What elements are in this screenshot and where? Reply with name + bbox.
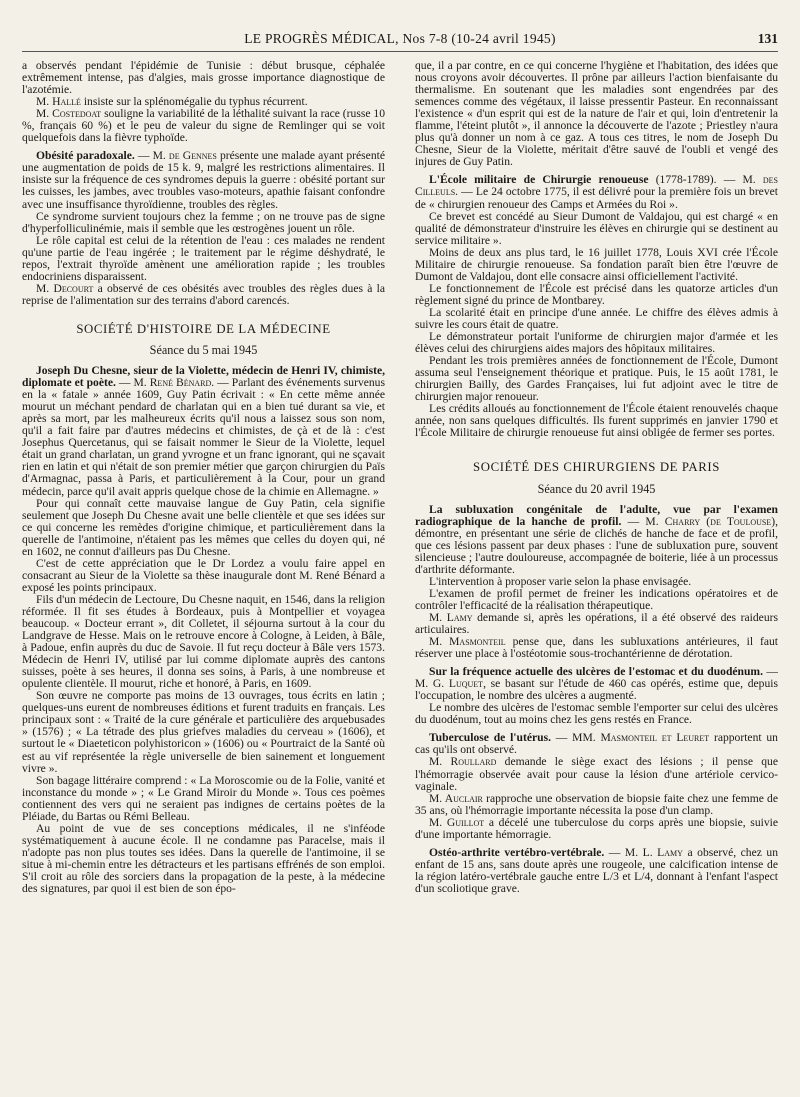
- communication-paragraph: [415, 666, 778, 702]
- paragraph: Le fonctionnement de l'École est précisé dans les quatorze articles d'un règlement signé du prince de Montbarey.: [415, 281, 778, 307]
- paragraph: [22, 108, 385, 144]
- paragraph-text: a observé de ces obésités avec troubles des règles dues à la reprise de l'alimentation sur des terrains d'abord carencés.: [22, 281, 385, 307]
- communication-author: — M. Charry (de Toulouse),: [621, 514, 778, 528]
- paragraph: L'examen de profil permet de freiner les indications opératoires et de contrôler l'efficacité de la réalisation thérapeutique.: [415, 586, 778, 612]
- paragraph: [415, 756, 778, 792]
- page-number: 131: [757, 31, 778, 46]
- communication-paragraph: [22, 365, 385, 498]
- speaker-name: M. Costedoat: [36, 107, 102, 121]
- paragraph: C'est de cette appréciation que le Dr Lordez a voulu faire appel en consacrant au Sieur de la Violette sa thèse inaugurale dont M. René Bénard a exposé les points principaux.: [22, 556, 385, 594]
- speaker-name: M. Guillot: [429, 815, 485, 829]
- communication-paragraph: [415, 847, 778, 895]
- paragraph-text: se basant sur l'étude de 460 cas opérés, estime que, depuis l'occupation, le nombre des ulcères a augmenté.: [415, 677, 778, 703]
- communication-title: La subluxation congénitale de l'adulte, vue par l'examen radiographique de la hanche de profil.: [415, 502, 778, 528]
- section-title: SOCIÉTÉ D'HISTOIRE DE LA MÉDECINE: [76, 321, 331, 336]
- communication-title: Joseph Du Chesne, sieur de la Violette, médecin de Henri IV, chimiste, diplomate et poète.: [22, 364, 385, 390]
- header-rule: [22, 51, 778, 52]
- paragraph: [415, 793, 778, 817]
- journal-title: LE PROGRÈS MÉDICAL, Nos 7-8 (10-24 avril 1945): [244, 31, 556, 46]
- paragraph: Le nombre des ulcères de l'estomac semble l'emporter sur celui des ulcères du duodénum, tout au moins chez les gens restés en France.: [415, 701, 778, 727]
- communication-title: Tuberculose de l'utérus.: [429, 731, 551, 745]
- paragraph: Fils d'un médecin de Lectoure, Du Chesne naquit, en 1546, dans la religion réformée. Il fit ses études à Bordeaux, puis à Montpellier et voyagea beaucoup. « Docteur errant », dit Colletet, il séjourna surtout à la cour du Landgrave de Hesse. Mais on le retrouve encore à Cologne, à Leiden, à Bâle, à Padoue, enfin auprès du duc de Savoie. Il fut reçu docteur à Bâle vers 1573. Médecin de Henri IV, utilisé par lui comme diplomate auprès des cantons suisses, poète à ses heures, il donna ses soins, à Paris, à une nombreuse et opulente clientèle. Il mourut, riche et honoré, à Paris, en 1609.: [22, 592, 385, 691]
- paragraph: Son bagage littéraire comprend : « La Moroscomie ou de la Folie, vanité et inconstance du monde » ; « Le Grand Miroir du Monde ». Tous ces poèmes contiennent des vers qui ne seraient pas indignes de certains poètes de la Pléiade, du Bartas ou Rémi Belleau.: [22, 773, 385, 823]
- paragraph-text: présente une malade ayant présenté une augmentation de poids de 15 k. 9, malgré les restrictions alimentaires. Il insiste sur la fréquence de ces syndromes depuis la guerre : obésité portant sur les cuisses, les jambes, avec troubles vaso-moteurs, apathie faisant confondre avec une insuffisance thyroïdienne, troubles des règles.: [22, 149, 385, 211]
- communication-paragraph: [415, 732, 778, 756]
- paragraph-text: a décelé une tuberculose du corps après une biopsie, suivie d'une importante hémorragie.: [415, 815, 778, 841]
- paragraph: Pendant les trois premières années de fonctionnement de l'École, Dumont assuma seul l'enseignement théorique et pratique. Puis, le 15 août 1781, le chirurgien Bailly, des Gardes Françaises, lui fut adjoint avec le titre de chirurgien major renoueur.: [415, 354, 778, 404]
- communication-title: Ostéo-arthrite vertébro-vertébrale.: [429, 845, 605, 859]
- paragraph-text: — Parlant des événements survenus en la « fatale » année 1609, Guy Patin écrivait : « En cette même année mourut un méchant pendard de charlatan qui en a bien tué durant sa vie, et après sa mort, par les malheureux écrits qu'il nous a laissez sous son nom, qu'il a fait faire par d'autres médecins et chimistes, de çà et de là : c'est Josephus Quercetanus, qui se faisait nommer le Sieur de la Violette, lequel était un grand charlatan, un grand yvrogne et un franc ignorant, qui ne sçavait rien en latin et qui n'était de son premier métier que garçon chirurgien du Païs d'Armagnac, passa à Paris, et particulièrement à la Cour, pour un grand médecin, parce qu'il avait appris quelque chose de la chimie en Allemagne. »: [22, 376, 385, 498]
- paragraph: L'intervention à proposer varie selon la phase envisagée.: [429, 574, 692, 588]
- communication-author: — M. de Gennes: [134, 149, 217, 163]
- communication-title: Sur la fréquence actuelle des ulcères de l'estomac et du duodénum.: [429, 665, 763, 679]
- paragraph: [22, 283, 385, 307]
- communication-paragraph: [22, 150, 385, 210]
- communication-author: — MM. Masmonteil et Leuret: [550, 731, 710, 745]
- speaker-name: M. Lamy: [429, 610, 473, 624]
- speaker-name: M. Decourt: [36, 281, 94, 295]
- section-date: Séance du 20 avril 1945: [537, 481, 656, 496]
- paragraph-text: rapportent un cas qu'ils ont observé.: [415, 731, 778, 757]
- paragraph-text: souligne la variabilité de la léthalité suivant la race (russe 10 %, français 60 %) et le peu de valeur du signe de Remlinger qui se voit quelquefois dans la fièvre typhoïde.: [22, 107, 385, 145]
- communication-author: — M. des Cilleuls.: [415, 173, 778, 199]
- paragraph: Son œuvre ne comporte pas moins de 13 ouvrages, tous écrits en latin ; quelques-uns eurent de nombreuses éditions et furent traduits en français. Les principaux sont : « Traité de la cure générale et particulière des arquebusades » (1576) ; « La tétrade des plus griefves maladies du cerveau » (1606), et surtout le « Diaeteticon polyhistoricon » (1606) ou « Pourtraict de la Santé où est au vif représentée la règle universelle de bien sainement et longuement vivre ».: [22, 689, 385, 775]
- paragraph-text: a observé, chez un enfant de 15 ans, sans doute après une rougeole, une calcification intense de la région latéro-vertébrale gauche entre L/3 et L/4, donnant à l'enfant l'aspect d'un scoliotique grave.: [415, 845, 779, 895]
- paragraph-text: demande le siège exact des lésions ; il pense que l'hémorragie observée avait pour cause la lésion d'une artériole cervico-vaginale.: [415, 755, 778, 793]
- paragraph: Au point de vue de ses conceptions médicales, il ne s'inféode systématiquement à aucune école. Il ne condamne pas Paracelse, mais il n'adopte pas non plus toutes ses idées. Dans la querelle de l'antimoine, il se situe à mi-chemin entre les détracteurs et les partisans effrénés de son emploi. S'il croit au rôle des sorciers dans la propagation de la peste, à la médecine des signatures, par quoi il est bien de son épo-: [22, 821, 385, 896]
- right-column: [415, 60, 778, 895]
- paragraph: [415, 636, 778, 660]
- communication-paragraph: [415, 504, 778, 576]
- communication-years: (1778-1789).: [648, 173, 717, 187]
- paragraph-text: demande si, après les opérations, il a été observé des raideurs articulaires.: [415, 610, 778, 637]
- paragraph: que, il a par contre, en ce qui concerne l'hygiène et l'habitation, des idées que nous croyons avoir découvertes. Il prône par ailleurs l'action bienfaisante du thermalisme. En soutenant que les maladies sont engendrées par des semences comme des végétaux, il laisse pressentir Pasteur. En reconnaissant l'existence « d'un esprit qui est de la nature de l'air et qui, loin d'entretenir la flamme, l'éteint plutôt », il annonce la découverte de l'azote ; Priestley n'aura plus qu'à donner un nom à ce gaz. A tous ces titres, le nom de Joseph Du Chesne, Sieur de la Violette, méritait d'être sauvé de l'oubli et vengé des injures de Guy Patin.: [415, 59, 778, 169]
- paragraph-text: — Le 24 octobre 1775, il est délivré pour la première fois un brevet de « chirurgien renoueur des Camps et Armées du Roi ».: [415, 185, 778, 211]
- speaker-name: M. Masmonteil: [429, 635, 506, 649]
- paragraph: Pour qui connaît cette mauvaise langue de Guy Patin, cela signifie seulement que Joseph Du Chesne avait une belle clientèle et que ses idées sur ce qui concerne les remèdes d'origine chimique, et particulièrement dans la querelle de l'antimoine, n'étaient pas les mêmes que celles du doyen qui, né en 1602, ne connut d'ailleurs pas Du Chesne.: [22, 496, 385, 558]
- communication-author: — M. René Bénard.: [115, 376, 215, 390]
- paragraph: Ce brevet est concédé au Sieur Dumont de Valdajou, qui est chargé « en qualité de démonstrateur d'instruire les élèves en chirurgie qui se destinent au service militaire ».: [415, 209, 778, 247]
- section-date: Séance du 5 mai 1945: [149, 342, 258, 357]
- paragraph: a observés pendant l'épidémie de Tunisie : début brusque, céphalée extrêmement intense, pas d'algies, mais grosse importance diagnostique de l'azotémie.: [22, 59, 385, 97]
- speaker-name: M. Hallé: [36, 95, 81, 109]
- paragraph: Le démonstrateur portait l'uniforme de chirurgien major d'armée et les élèves celui des chirurgiens aides majors des hôpitaux militaires.: [415, 330, 778, 356]
- paragraph: La scolarité était en principe d'une année. Le chiffre des élèves admis à suivre les cours était de quatre.: [415, 305, 778, 331]
- section-title: SOCIÉTÉ DES CHIRURGIENS DE PARIS: [473, 460, 720, 475]
- paragraph: Les crédits alloués au fonctionnement de l'École étaient renouvelés chaque année, non sans quelques difficultés. Ils furent supprimés en janvier 1790 et l'École Militaire de chirurgie renoueuse fut ainsi obligée de fermer ses portes.: [415, 402, 778, 440]
- paragraph-text: démontre, en présentant une série de clichés de hanche de face et de profil, que ces lésions passent par deux phases : l'une de subluxation pure, souvent silencieuse ; l'autre douloureuse, accompagnée de boiterie, liée à un processus d'arthrite déformante.: [415, 526, 778, 576]
- left-column: [22, 60, 385, 895]
- paragraph: Le rôle capital est celui de la rétention de l'eau : ces malades ne rendent qu'une partie de l'eau ingérée ; le traitement par le régime déshydraté, le repos, l'extrait thyroïde amènent une amélioration rapide ; les troubles endocriniens disparaissent.: [22, 233, 385, 283]
- paragraph: [415, 817, 778, 841]
- speaker-name: M. Roullard: [429, 755, 497, 769]
- communication-author: — M. G. Luquet,: [415, 665, 778, 691]
- communication-author: — M. L. Lamy: [604, 845, 683, 859]
- paragraph-text: rapproche une observation de biopsie faite chez une femme de 35 ans, où l'hémorragie importante nécessita la pose d'un clamp.: [415, 791, 778, 817]
- paragraph: [415, 612, 778, 636]
- communication-title: L'École militaire de Chirurgie renoueuse: [429, 173, 649, 187]
- page-header: [22, 31, 778, 51]
- paragraph: Ce syndrome survient toujours chez la femme ; on ne trouve pas de signe d'hyperfolliculinémie, mais il semble que les œstrogènes jouent un rôle.: [22, 209, 385, 235]
- speaker-name: M. Auclair: [429, 791, 483, 805]
- communication-paragraph: [415, 174, 778, 210]
- paragraph: Moins de deux ans plus tard, le 16 juillet 1778, Louis XVI crée l'École Militaire de chirurgie renoueuse. Sa fondation paraît bien être l'œuvre de Dumont de Valdajou, dont elle consacre ainsi officiellement l'activité.: [415, 245, 778, 283]
- paragraph-text: insiste sur la splénomégalie du typhus récurrent.: [80, 95, 308, 109]
- communication-title: Obésité paradoxale.: [36, 149, 135, 163]
- paragraph-text: pense que, dans les subluxations antérieures, il faut réserver une place à l'ostéotomie sous-trochantérienne de dérotation.: [415, 635, 778, 661]
